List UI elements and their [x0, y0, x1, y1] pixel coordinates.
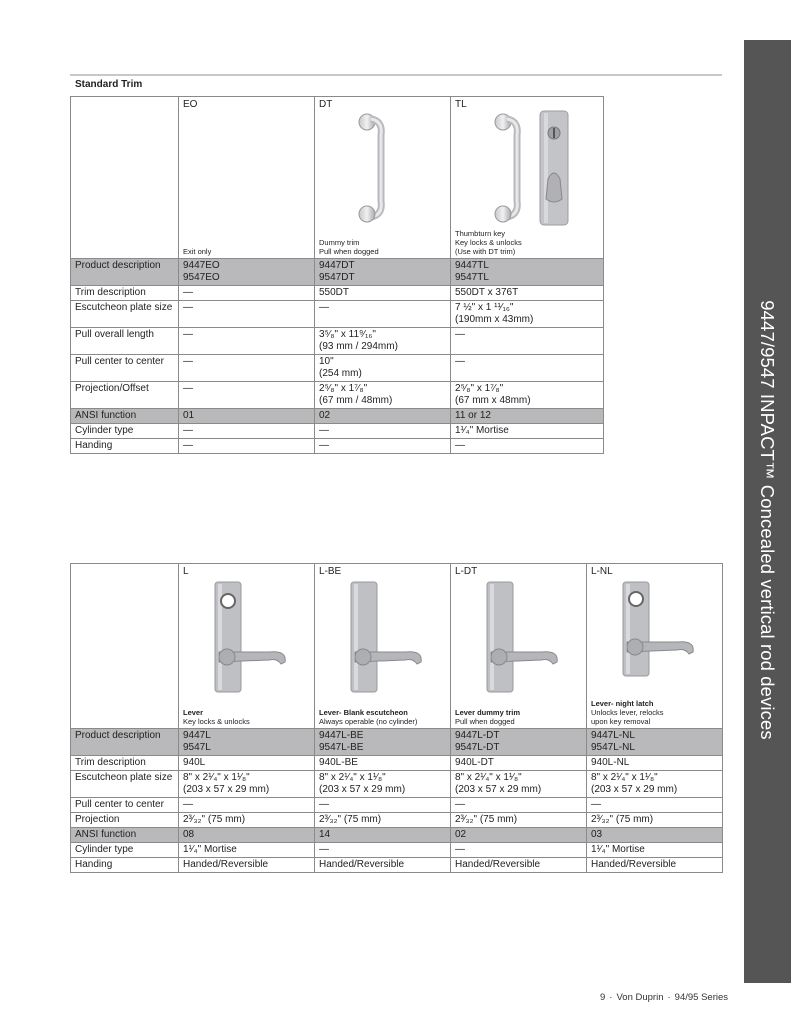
- table-cell: —: [179, 424, 315, 439]
- table-cell: 1¹⁄₄" Mortise: [451, 424, 604, 439]
- footer-series: 94/95 Series: [674, 992, 728, 1003]
- page-footer: 9 · Von Duprin · 94/95 Series: [600, 992, 728, 1003]
- table-cell: 9447L-DT 9547L-DT: [451, 729, 587, 756]
- table-cell: —: [587, 798, 723, 813]
- table-cell: 03: [587, 828, 723, 843]
- column-code: L-NL: [591, 566, 613, 577]
- table-cell: —: [179, 798, 315, 813]
- lever-night-latch-image: [615, 580, 699, 678]
- table-cell: 8" x 2¹⁄₄" x 1¹⁄₈" (203 x 57 x 29 mm): [587, 771, 723, 798]
- column-caption: [319, 708, 446, 726]
- column-header-tl: [451, 97, 604, 259]
- table-cell: 9447EO 9547EO: [179, 259, 315, 286]
- table-cell: 1¹⁄₄" Mortise: [179, 843, 315, 858]
- table-cell: 2³⁄₃₂" (75 mm): [315, 813, 451, 828]
- table-cell: 940L: [179, 756, 315, 771]
- table-cell: 2⁵⁄₈" x 1⁷⁄₈" (67 mm / 48mm): [315, 382, 451, 409]
- lever-dummy-trim-image: [479, 580, 563, 694]
- table-row: [71, 756, 723, 771]
- caption-line: Key locks & unlocks: [183, 717, 250, 726]
- table-row: [71, 355, 604, 382]
- table-cell: Handed/Reversible: [179, 858, 315, 873]
- table-cell: Handed/Reversible: [451, 858, 587, 873]
- table-cell: —: [451, 798, 587, 813]
- table-cell: 940L-BE: [315, 756, 451, 771]
- thumbturn-escutcheon-image: [538, 109, 570, 227]
- table-row: [71, 828, 723, 843]
- table-row: [71, 843, 723, 858]
- table-row: [71, 798, 723, 813]
- table-cell: 8" x 2¹⁄₄" x 1¹⁄₈" (203 x 57 x 29 mm): [179, 771, 315, 798]
- sidebar-title: 9447/9547 INPACT™ Concealed vertical rod devices: [757, 300, 778, 740]
- table-cell: 9447L-BE 9547L-BE: [315, 729, 451, 756]
- table-cell: —: [315, 439, 451, 454]
- table-cell: 9447TL 9547TL: [451, 259, 604, 286]
- table-row: [71, 409, 604, 424]
- table-row: [71, 301, 604, 328]
- table-row: [71, 382, 604, 409]
- column-caption: [183, 708, 310, 726]
- column-caption: [455, 708, 582, 726]
- table-corner-cell: [71, 97, 179, 259]
- table-cell: —: [179, 439, 315, 454]
- table-cell: Handed/Reversible: [587, 858, 723, 873]
- table-cell: 01: [179, 409, 315, 424]
- table-cell: 11 or 12: [451, 409, 604, 424]
- table-cell: —: [315, 301, 451, 328]
- table-cell: 550DT: [315, 286, 451, 301]
- row-label: Projection/Offset: [71, 382, 179, 409]
- table-cell: 10" (254 mm): [315, 355, 451, 382]
- table-cell: 550DT x 376T: [451, 286, 604, 301]
- table-cell: 940L-DT: [451, 756, 587, 771]
- table-cell: 02: [451, 828, 587, 843]
- table-row: [71, 771, 723, 798]
- table-cell: 9447DT 9547DT: [315, 259, 451, 286]
- table-row: [71, 813, 723, 828]
- section-label: Standard Trim: [75, 79, 143, 90]
- column-header-l: [179, 564, 315, 729]
- row-label: Escutcheon plate size: [71, 771, 179, 798]
- table-cell: 2³⁄₃₂" (75 mm): [587, 813, 723, 828]
- table-cell: —: [179, 301, 315, 328]
- table-cell: —: [315, 843, 451, 858]
- table-cell: 02: [315, 409, 451, 424]
- table-cell: —: [451, 328, 604, 355]
- top-rule: [70, 74, 722, 76]
- row-label: Pull overall length: [71, 328, 179, 355]
- column-caption: [591, 699, 718, 726]
- column-caption: [319, 238, 446, 256]
- table-row: [71, 328, 604, 355]
- dummy-trim-pull-image: [353, 113, 393, 223]
- caption-line: Pull when dogged: [455, 717, 515, 726]
- table-cell: 1¹⁄₄" Mortise: [587, 843, 723, 858]
- table-cell: —: [451, 439, 604, 454]
- row-label: Pull center to center: [71, 355, 179, 382]
- caption-line: Lever- night latch: [591, 699, 654, 708]
- column-header-eo: [179, 97, 315, 259]
- table-cell: 2⁵⁄₈" x 1⁷⁄₈" (67 mm x 48mm): [451, 382, 604, 409]
- column-code: L: [183, 566, 189, 577]
- row-label: Product description: [71, 729, 179, 756]
- row-label: Pull center to center: [71, 798, 179, 813]
- column-code: EO: [183, 99, 198, 110]
- row-label: Projection: [71, 813, 179, 828]
- row-label: ANSI function: [71, 828, 179, 843]
- caption-line: Dummy trim: [319, 238, 360, 247]
- table-corner-cell: [71, 564, 179, 729]
- caption-line: Lever: [183, 708, 204, 717]
- column-caption: [183, 247, 310, 256]
- caption-line: Key locks & unlocks: [455, 238, 522, 247]
- table-cell: 8" x 2¹⁄₄" x 1¹⁄₈" (203 x 57 x 29 mm): [451, 771, 587, 798]
- row-label: ANSI function: [71, 409, 179, 424]
- column-header-l-nl: [587, 564, 723, 729]
- table-cell: 8" x 2¹⁄₄" x 1¹⁄₈" (203 x 57 x 29 mm): [315, 771, 451, 798]
- caption-line: Exit only: [183, 247, 212, 256]
- table-row: [71, 729, 723, 756]
- table-cell: —: [179, 382, 315, 409]
- row-label: Escutcheon plate size: [71, 301, 179, 328]
- table-cell: —: [315, 798, 451, 813]
- table-row: [71, 259, 604, 286]
- lever-trim-rows: [71, 729, 723, 873]
- table-row: [71, 286, 604, 301]
- table-cell: 3⁵⁄₈" x 11⁹⁄₁₆" (93 mm / 294mm): [315, 328, 451, 355]
- dummy-trim-pull-image: [489, 113, 529, 223]
- column-code: TL: [455, 99, 467, 110]
- table-cell: —: [315, 424, 451, 439]
- table-cell: Handed/Reversible: [315, 858, 451, 873]
- row-label: Handing: [71, 439, 179, 454]
- page-number: 9: [600, 992, 606, 1003]
- caption-line: Pull when dogged: [319, 247, 379, 256]
- table-cell: —: [179, 286, 315, 301]
- table-cell: —: [179, 328, 315, 355]
- lever-with-cylinder-image: [207, 580, 291, 694]
- caption-line: (Use with DT trim): [455, 247, 516, 256]
- table-row: [71, 424, 604, 439]
- lever-blank-escutcheon-image: [343, 580, 427, 694]
- column-caption: [455, 229, 599, 256]
- column-code: DT: [319, 99, 333, 110]
- table-cell: 940L-NL: [587, 756, 723, 771]
- row-label: Cylinder type: [71, 843, 179, 858]
- footer-brand: Von Duprin: [616, 992, 664, 1003]
- standard-trim-rows: [71, 259, 604, 454]
- caption-line: Lever dummy trim: [455, 708, 521, 717]
- table-cell: 9447L 9547L: [179, 729, 315, 756]
- row-label: Cylinder type: [71, 424, 179, 439]
- table-cell: —: [451, 843, 587, 858]
- caption-line: Thumbturn key: [455, 229, 506, 238]
- standard-trim-table: [70, 96, 604, 454]
- caption-line: Always operable (no cylinder): [319, 717, 418, 726]
- row-label: Trim description: [71, 286, 179, 301]
- column-code: L-BE: [319, 566, 342, 577]
- table-cell: 14: [315, 828, 451, 843]
- column-header-l-be: [315, 564, 451, 729]
- table-cell: —: [179, 355, 315, 382]
- caption-line: Unlocks lever, relocks: [591, 708, 664, 717]
- lever-trim-table: [70, 563, 723, 873]
- table-cell: 2³⁄₃₂" (75 mm): [179, 813, 315, 828]
- table-cell: —: [451, 355, 604, 382]
- table-cell: 7 ½" x 1 ¹¹⁄₁₆" (190mm x 43mm): [451, 301, 604, 328]
- table-cell: 08: [179, 828, 315, 843]
- caption-line: Lever- Blank escutcheon: [319, 708, 408, 717]
- row-label: Trim description: [71, 756, 179, 771]
- table-cell: 9447L-NL 9547L-NL: [587, 729, 723, 756]
- column-code: L-DT: [455, 566, 478, 577]
- column-header-l-dt: [451, 564, 587, 729]
- row-label: Product description: [71, 259, 179, 286]
- caption-line: upon key removal: [591, 717, 651, 726]
- table-row: [71, 858, 723, 873]
- column-header-dt: [315, 97, 451, 259]
- table-row: [71, 439, 604, 454]
- table-cell: 2³⁄₃₂" (75 mm): [451, 813, 587, 828]
- row-label: Handing: [71, 858, 179, 873]
